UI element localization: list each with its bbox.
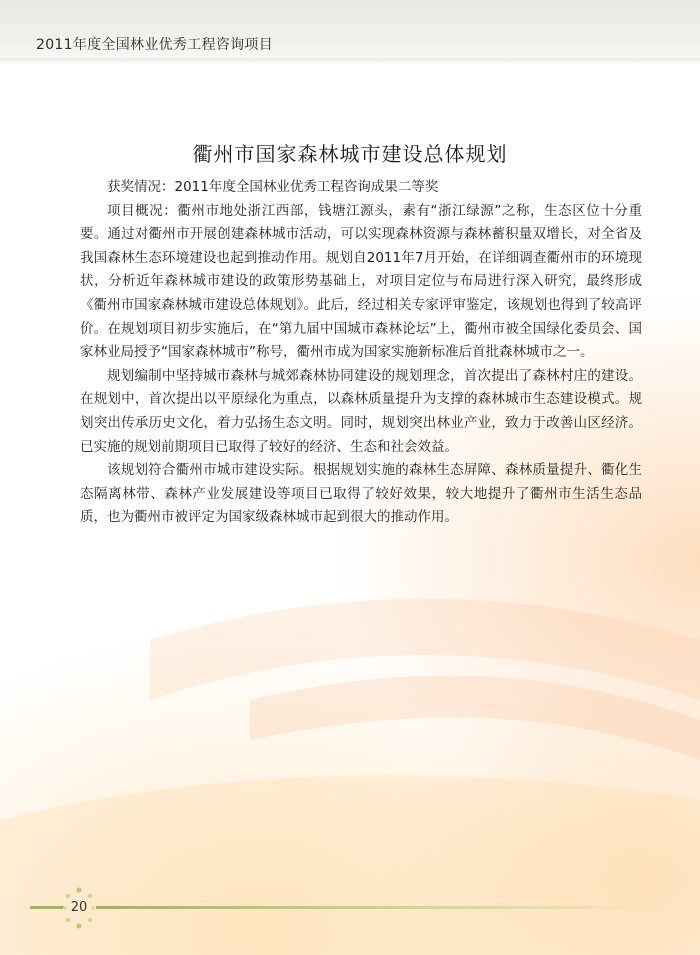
concept-paragraph: 规划编制中坚持城市森林与城郊森林协同建设的规划理念，首次提出了森林村庄的建设。在规划中，首次提出以平原绿化为重点，以森林质量提升为支撑的森林城市生态建设模式。规划突出传承历史文化，着力弘扬生态文明。同时，规划突出林业产业，致力于改善山区经济。已实施的规划前期项目已取得了较好的经济、生态和社会效益。 xyxy=(80,367,642,455)
footer-rule xyxy=(96,906,656,909)
page-title: 衢州市国家森林城市建设总体规划 xyxy=(192,142,508,166)
page-number: 20 xyxy=(70,900,88,915)
header-divider xyxy=(0,58,700,64)
award-paragraph: 获奖情况：2011年度全国林业优秀工程咨询成果二等奖 xyxy=(107,179,439,195)
running-header: 2011年度全国林业优秀工程咨询项目 xyxy=(36,37,274,53)
article-body xyxy=(80,176,642,530)
conclusion-paragraph: 该规划符合衢州市城市建设实际。根据规划实施的森林生态屏障、森林质量提升、衢化生态隔离林带、森林产业发展建设等项目已取得了较好效果，较大地提升了衢州市生活生态品质，也为衢州市被评定为国家级森林城市起到很大的推动作用。 xyxy=(80,462,642,526)
overview-paragraph: 项目概况：衢州市地处浙江西部，钱塘江源头，素有“浙江绿源”之称，生态区位十分重要。通过对衢州市开展创建森林城市活动，可以实现森林资源与森林蓄积量双增长，对全省及我国森林生态环境建设也起到推动作用。规划自2011年7月开始，在详细调查衢州市的环境现状，分析近年森林城市建设的政策形势基础上，对项目定位与布局进行深入研究，最终形成《衢州市国家森林城市建设总体规划》。此后，经过相关专家评审鉴定，该规划也得到了较高评价。在规划项目初步实施后，在“第九届中国城市森林论坛”上，衢州市被全国绿化委员会、国家林业局授予“国家森林城市”称号，衢州市成为国家实施新标准后首批森林城市之一。 xyxy=(80,202,642,361)
footer-rule-left xyxy=(30,906,64,909)
